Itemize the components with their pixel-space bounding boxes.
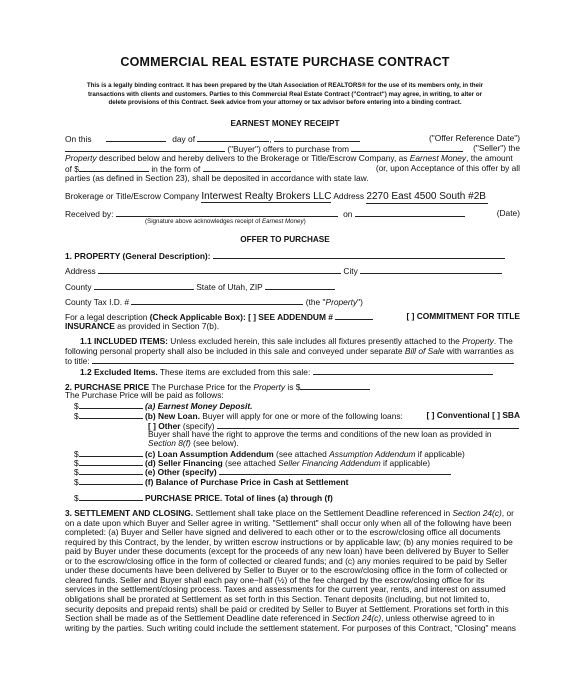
month-field[interactable] [197,133,269,142]
purchase-price-field[interactable] [300,381,370,390]
see-below-text: (see below). [190,438,239,448]
earnest-deposit-field[interactable] [79,400,143,409]
section-reference: Section 24(c) [452,508,502,518]
address-label: Address [65,266,96,276]
form-of-label: in the form of [151,164,201,174]
dollar-sign: $ [74,458,79,468]
purchase-price-text: The Purchase Price for the [149,382,254,392]
seller-financing-see: (see attached [222,458,279,468]
earnest-deposit-label: (a) Earnest Money Deposit. [145,401,253,411]
loan-type-checkboxes[interactable]: [ ] Conventional [ ] SBA [426,410,520,420]
settlement-text: paid by Buyer under these documents (except for the proceeds of any new loan) have been delivered by Buyer to Seller [65,546,509,557]
settlement-text: services in the settlement/closing process. Taxes and assessments for the current year, rents, and interest on assumed [65,584,506,595]
payment-intro: The Purchase Price will be paid as follows: [65,390,224,400]
other-payment-label: (e) Other (specify) [145,467,217,477]
day-field[interactable] [106,133,166,142]
excluded-items-text: These items are excluded from this sale: [157,367,311,377]
settlement-line [65,556,507,566]
settlement-text: Settlement shall take place on the Settlement Deadline referenced in [193,508,453,518]
disclaimer-line-2: transactions with clients and customers. Parties to this Commercial Real Estate Contract ("Contract") may agree, in writing, to alter or [87,90,483,98]
settlement-line [65,508,514,518]
seller-field[interactable] [351,143,463,152]
purchase-price-property-term: Property [253,382,286,392]
total-price-label: PURCHASE PRICE. Total of lines (a) through (f) [145,493,333,503]
amount-label: of $ [65,164,79,174]
offer-reference-label: ("Offer Reference Date") [429,133,520,143]
purchase-price-dollar: is $ [285,382,301,392]
settlement-text: security deposits and prepaid rents) shall be paid or credited by Seller to Buyer at Settlement. Prorations set forth in this [65,603,509,614]
excluded-items-line [80,366,520,377]
disclaimer-line-1: This is a legally binding contract. It has been prepared by the Utah Association of REALTORS® for the use of its members only, in their [86,82,484,89]
earnest-line-1: On this day of , ("Offer Reference Date") [65,133,520,144]
seller-financing-label: (d) Seller Financing [145,458,223,468]
assumption-addendum-term: Assumption Addendum [329,449,416,459]
dollar-sign: $ [74,493,79,503]
loan-assumption-see: (see attached [273,449,330,459]
brokerage-line [65,190,520,204]
settlement-text: completed: (a) Buyer and Seller have signed and delivered to each other or to the escrow/closing office all documents [65,527,501,538]
insurance-text: as provided in Section 7(b). [114,321,220,331]
settlement-text: required by this Contract, by the lender, by written escrow instructions or by applicable law; (b) any monies required to be [65,536,513,547]
city-label: City [343,266,358,276]
other-loan-specify: (specify) [180,421,215,431]
settlement-text: or to the escrow/closing office in the form of collected or cleared funds; and (c) any monies required to be paid by Seller [65,555,508,566]
dollar-sign: $ [74,449,79,459]
buyer-label: ("Buyer") offers to purchase from [227,144,350,154]
excluded-items-field[interactable] [313,366,493,375]
brokerage-address-value[interactable]: 2270 East 4500 South #2B [366,191,488,204]
settlement-line [65,527,501,537]
personal-property-text: following personal property shall also be included in this sale and conveyed under separate [65,346,405,356]
new-loan-text: Buyer will apply for one or more of the following loans: [199,411,403,421]
loan-assumption-end: if applicable) [415,449,465,459]
other-loan-field[interactable] [217,420,519,429]
tax-id-field[interactable] [131,296,303,305]
seller-financing-end: if applicable) [380,458,431,468]
brokerage-value[interactable]: Interwest Realty Brokers LLC [201,191,332,202]
excluded-items-heading: 1.2 Excluded Items. [80,367,158,377]
other-payment-field[interactable] [79,466,143,475]
settlement-line [65,537,513,547]
settlement-line [65,594,489,604]
signature-note-end: ) [303,218,306,225]
zip-field[interactable] [265,281,335,290]
earnest-money-heading: EARNEST MONEY RECEIPT [230,119,340,128]
property-description-field[interactable] [213,250,505,259]
on-this-label: On this [65,134,92,144]
settlement-line [65,584,506,594]
included-end: . The [493,336,513,346]
offer-heading: OFFER TO PURCHASE [240,235,330,244]
settlement-line [65,518,511,528]
included-items-heading: 1.1 INCLUDED ITEMS: [80,336,168,346]
dollar-sign: $ [74,411,79,421]
payment-row-f [74,476,348,487]
section-8f-term: Section 8(f) [148,438,191,448]
included-property-term: Property [462,336,494,346]
amount-field[interactable] [79,163,149,172]
loan-approval-line-2 [148,438,239,448]
settlement-line [65,613,495,623]
legal-text: For a legal description [65,312,150,322]
seller-financing-addendum-term: Seller Financing Addendum [278,458,381,468]
settlement-line [65,604,509,614]
document-title: COMMERCIAL REAL ESTATE PURCHASE CONTRACT [120,55,450,69]
settlement-text: cleared funds. Seller and Buyer shall each pay one−half (½) of the fee charged by the escrow/closing office for its [65,574,485,585]
other-payment-specify-field[interactable] [219,466,451,475]
loan-assumption-label: (c) Loan Assumption Addendum [145,449,274,459]
disclaimer-line-3: delete provisions of this Contract. Seek advice from your attorney or tax advisor before entering into a binding contract. [108,99,462,106]
settlement-text: writing by the parties. Such writing could include the settlement statement. For purposes of this Contract, "Closing" means [65,622,516,633]
included-items-line [80,336,513,346]
line3-end: , the amount [466,153,513,163]
addendum-number-field[interactable] [335,311,373,320]
cash-balance-field[interactable] [79,476,143,485]
warranties-text: with warranties as [444,346,514,356]
cash-balance-label: (f) Balance of Purchase Price in Cash at Settlement [145,477,349,487]
the-property-close: ") [357,297,363,307]
signature-note-term: Earnest Money [261,218,304,225]
buyer-field[interactable] [65,143,225,152]
settlement-text: , or [501,508,514,518]
title-commitment-checkbox[interactable]: [ ] COMMITMENT FOR TITLE [406,311,520,321]
payment-total-row [74,492,333,503]
county-field[interactable] [94,281,194,290]
earnest-line-5: parties (as defined in Section 23), shall be deposited in accordance with state law. [65,173,369,183]
address-line [65,265,520,276]
on-label: on [343,209,353,219]
total-price-field[interactable] [79,492,143,501]
signature-note-text: (Signature above acknowledges receipt of [145,218,262,225]
settlement-heading: 3. SETTLEMENT AND CLOSING. [65,508,194,518]
tax-id-line [65,296,520,307]
property-term: Property [65,153,97,163]
loan-approval-line-1: Buyer shall have the right to approve the terms and conditions of the new loan as provided in [148,429,492,439]
section-reference: Section 24(c) [331,613,382,624]
new-loan-label: (b) New Loan. [145,411,200,421]
earnest-money-term: Earnest Money [409,153,467,163]
settlement-line [65,565,508,575]
brokerage-label: Brokerage or Title/Escrow Company [65,191,200,201]
seller-label: ("Seller") the [473,143,520,153]
settlement-line [65,546,509,556]
form-of-field[interactable] [203,163,291,172]
settlement-text: Section shall be made as of the Settlement Deadline date referenced in [65,613,332,624]
insurance-term: INSURANCE [65,321,115,331]
day-of-label: day of [172,134,196,144]
state-zip-label: State of Utah, ZIP [196,282,263,292]
to-title-line [65,355,520,366]
the-property-term: Property [325,297,358,307]
settlement-text: , unless otherwise agreed to in [381,613,495,624]
the-property-open: (the " [305,297,326,307]
dollar-sign: $ [74,467,79,477]
seller-financing-field[interactable] [79,457,143,466]
received-signature-field[interactable] [116,208,338,217]
new-loan-field[interactable] [79,410,143,419]
loan-assumption-field[interactable] [79,448,143,457]
address-field[interactable] [98,265,341,274]
settlement-text: under these documents have been delivered by Seller to Buyer or to the escrow/closing office in the form of collected or [65,565,508,576]
insurance-line [65,321,219,331]
purchase-price-heading: 2. PURCHASE PRICE [65,382,150,392]
line3-text: described below and hereby delivers to the Brokerage or Title/Escrow Company, as [96,153,410,163]
city-field[interactable] [360,265,502,274]
included-items-field[interactable] [92,355,514,364]
year-field[interactable] [274,133,360,142]
included-items-text: Unless excluded herein, this sale includes all fixtures presently attached to the [167,336,463,346]
brokerage-address-label: Address [333,191,365,201]
dollar-sign: $ [74,401,79,411]
property-heading-text: 1. PROPERTY (General Description): [65,251,211,261]
earnest-line-3 [65,153,520,163]
county-line [65,281,520,292]
date-label: (Date) [496,208,520,218]
addendum-checkbox[interactable]: (Check Applicable Box): [ ] SEE ADDENDUM # [149,312,333,322]
to-title-label: to title: [65,356,90,366]
acceptance-text: (or, upon Acceptance of this offer by all [375,163,520,173]
settlement-line [65,623,516,633]
other-loan-checkbox[interactable]: [ ] Other [148,421,181,431]
property-heading [65,250,505,261]
received-by-label: Received by: [65,209,114,219]
tax-id-label: County Tax I.D. # [65,297,130,307]
dollar-sign: $ [74,477,79,487]
settlement-line [65,575,485,585]
bill-of-sale-term: Bill of Sale [404,346,445,356]
settlement-text: obligations shall be prorated at Settlement as set forth in this Section. Tenant deposits (including, but not limited to, [65,593,490,604]
received-date-field[interactable] [355,208,465,217]
signature-note [145,218,306,226]
settlement-text: on a date upon which Buyer and Seller agree in writing. "Settlement" shall occur only when all of the following have been [65,517,512,528]
county-label: County [65,282,92,292]
